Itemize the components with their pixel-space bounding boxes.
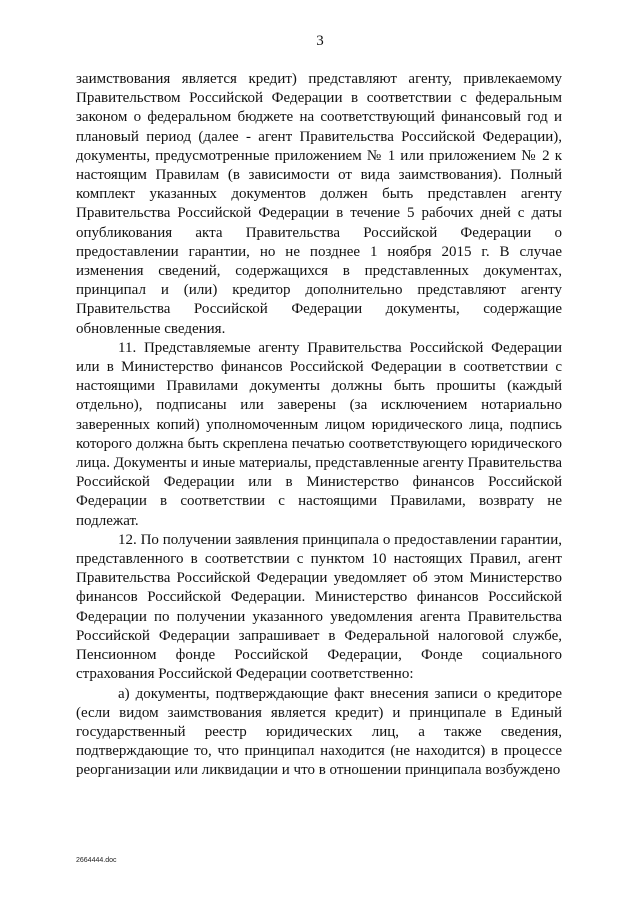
paragraph-item-12: 12. По получении заявления принципала о предоставлении гарантии, представленного в соответствии с пунктом 10 настоящих Правил, агент Правительства Российской Федерации уведомляет об этом Министерство финансов Российской Федерации. Министерство финансов Российской Федерации по получении указанного уведомления агента Правительства Российской Федерации запрашивает в Федеральной налоговой службе, Пенсионном фонде Российской Федерации, Фонде социального страхования Российской Федерации соответственно: — [76, 531, 562, 683]
file-name-footer: 2664444.doc — [76, 857, 117, 864]
paragraph-item-11: 11. Представляемые агенту Правительства Российской Федерации или в Министерство финансов Российской Федерации в соответствии с настоящими Правилами документы должны быть прошиты (каждый отдельно), подписаны или заверены (за исключением нотариально заверенных копий) уполномоченным лицом юридического лица, подпись которого должна быть скреплена печатью соответствующего юридического лица. Документы и иные материалы, представленные агенту Правительства Российской Федерации или в Министерство финансов Российской Федерации в соответствии с настоящими Правилами, возврату не подлежат. — [76, 339, 562, 529]
page-number: 3 — [316, 33, 324, 49]
paragraph-subitem-a: а) документы, подтверждающие факт внесения записи о кредиторе (если видом заимствования является кредит) и принципале в Единый государственный реестр юридических лиц, а также сведения, подтверждающие то, что принципал находится (не находится) в процессе реорганизации или ликвидации и что в отношении принципала возбуждено — [76, 685, 562, 779]
paragraph-continuation: заимствования является кредит) представляют агенту, привлекаемому Правительством Российской Федерации в соответствии с федеральным законом о федеральном бюджете на соответствующий финансовый год и плановый период (далее - агент Правительства Российской Федерации), документы, предусмотренные приложением № 1 или приложением № 2 к настоящим Правилам (в зависимости от вида заимствования). Полный комплект указанных документов должен быть представлен агенту Правительства Российской Федерации в течение 5 рабочих дней с даты опубликования акта Правительства Российской Федерации о предоставлении гарантии, но не позднее 1 ноября 2015 г. В случае изменения сведений, содержащихся в представленных документах, принципал и (или) кредитор дополнительно представляют агенту Правительства Российской Федерации документы, содержащие обновленные сведения. — [76, 71, 562, 337]
document-body — [76, 70, 562, 781]
